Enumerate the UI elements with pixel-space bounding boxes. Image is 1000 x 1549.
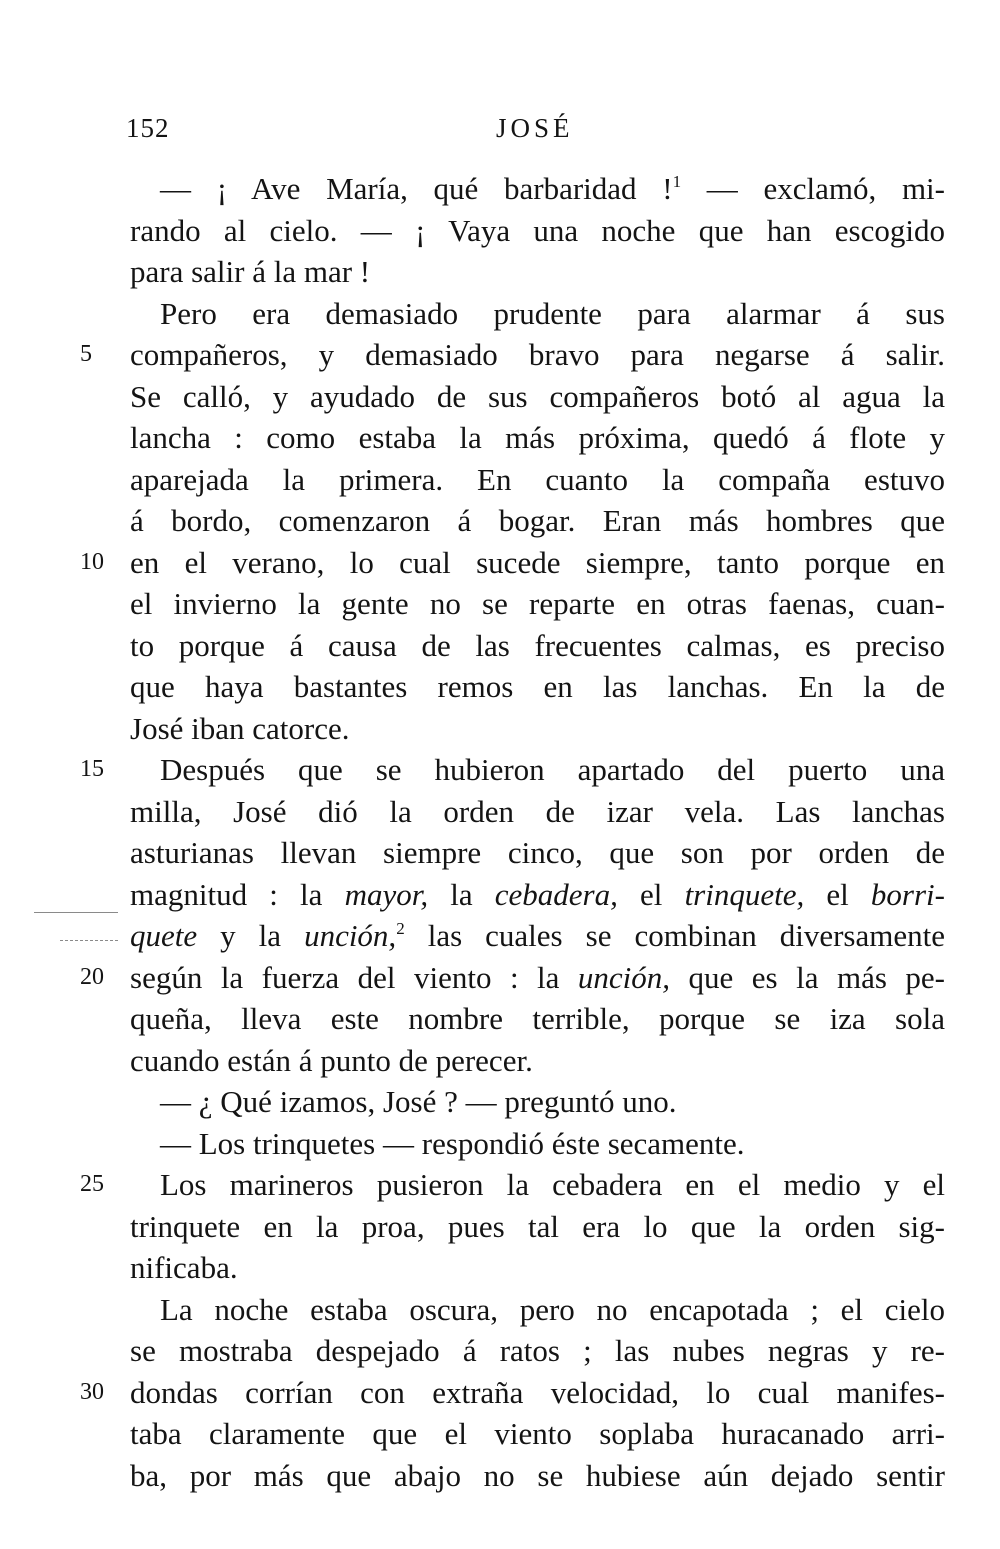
text-run: taba claramente que el viento soplaba huracanado arri- [130, 1416, 945, 1451]
line-text [130, 1372, 945, 1413]
line-text [160, 293, 945, 334]
text-run: dondas corrían con extraña velocidad, lo cual manifes- [130, 1374, 945, 1410]
line-text [160, 1164, 945, 1205]
text-line [0, 1081, 1000, 1122]
text-line [0, 1455, 1000, 1496]
text-run: Después que se hubieron apartado del puerto una [160, 752, 945, 787]
text-run: asturianas llevan siempre cinco, que son por orden de [130, 835, 945, 870]
italic-term: borri- [870, 876, 945, 912]
italic-term: unción, [577, 959, 671, 995]
line-text [130, 251, 945, 292]
line-number: 25 [80, 1171, 104, 1197]
text-run: rando al cielo. — ¡ Vaya una noche que han escogido [130, 212, 945, 248]
line-text [130, 666, 945, 707]
line-text [130, 542, 945, 583]
text-run: para salir á la mar ! [130, 254, 371, 289]
text-line [0, 459, 1000, 500]
text-line [0, 708, 1000, 749]
text-run: lancha : como estaba la más próxima, quedó á flote y [130, 420, 945, 455]
text-line [0, 625, 1000, 666]
line-text [130, 957, 945, 998]
text-run: La noche estaba oscura, pero no encapotada ; el cielo [160, 1291, 945, 1327]
text-run: queña, lleva este nombre terrible, porque se iza sola [130, 1001, 945, 1036]
text-line [0, 417, 1000, 458]
text-run: y la [197, 918, 305, 953]
text-run: nificaba. [130, 1250, 238, 1285]
text-line [0, 1206, 1000, 1247]
italic-term: trinquete, [684, 876, 805, 912]
line-text [130, 791, 945, 832]
text-run: se mostraba despejado á ratos ; las nubes negras y re- [130, 1333, 945, 1368]
text-line [0, 583, 1000, 624]
text-run: milla, José dió la orden de izar vela. Las lanchas [130, 793, 945, 829]
text-run: magnitud : la [130, 876, 345, 912]
text-line [0, 915, 1000, 956]
line-text [130, 210, 945, 251]
text-line [0, 1413, 1000, 1454]
text-run: el invierno la gente no se reparte en otras faenas, cuan- [130, 586, 945, 621]
text-line [0, 874, 1000, 915]
line-text [130, 1206, 945, 1247]
text-line [0, 210, 1000, 251]
text-line [0, 1040, 1000, 1081]
line-text [130, 1040, 945, 1081]
text-line [0, 957, 1000, 998]
text-run: Los marineros pusieron la cebadera en el medio y el [160, 1167, 945, 1202]
text-run: que haya bastantes remos en las lanchas. En la de [130, 669, 945, 704]
line-number: 20 [80, 963, 104, 990]
line-text [130, 915, 945, 956]
text-line [0, 1247, 1000, 1288]
line-number: 10 [80, 548, 104, 575]
footnote-marker: 1 [672, 172, 682, 191]
text-line [0, 1123, 1000, 1164]
text-line [0, 1330, 1000, 1371]
text-run: Pero era demasiado prudente para alarmar á sus [160, 295, 945, 331]
text-line [0, 293, 1000, 334]
line-text [130, 1455, 945, 1496]
text-run: — ¿ Qué izamos, José ? — preguntó uno. [160, 1084, 677, 1119]
footnote-marker: 2 [396, 919, 405, 938]
text-line [0, 334, 1000, 375]
italic-term: mayor, [344, 876, 429, 912]
line-text [130, 708, 945, 749]
text-line [0, 1372, 1000, 1413]
italic-term: quete [130, 918, 198, 953]
text-line [0, 666, 1000, 707]
line-number: 15 [80, 756, 104, 782]
line-text [160, 1123, 945, 1164]
text-run: José iban catorce. [130, 710, 350, 746]
line-text [130, 874, 945, 915]
text-line [0, 832, 1000, 873]
text-line [0, 542, 1000, 583]
line-text [160, 1289, 945, 1330]
line-text [130, 334, 945, 375]
page-number: 152 [126, 113, 170, 143]
text-run: en el verano, lo cual sucede siempre, tanto porque en [130, 544, 945, 580]
line-text [130, 1330, 945, 1371]
text-line [0, 376, 1000, 417]
line-text [130, 1247, 945, 1288]
text-run: — exclamó, mi- [681, 171, 945, 206]
line-text [130, 376, 945, 417]
text-run: ba, por más que abajo no se hubiese aún dejado sentir [130, 1457, 945, 1493]
running-head: JOSÉ [496, 113, 574, 143]
text-run: — Los trinquetes — respondió éste secamente. [160, 1125, 745, 1161]
text-line [0, 168, 1000, 209]
text-run: to porque á causa de las frecuentes calmas, es preciso [130, 627, 945, 663]
text-run: cuando están á punto de perecer. [130, 1042, 533, 1078]
line-text [160, 168, 945, 209]
text-line [0, 749, 1000, 790]
text-line [0, 1289, 1000, 1330]
text-line [0, 791, 1000, 832]
line-number: 5 [80, 341, 92, 367]
text-line [0, 251, 1000, 292]
text-run: que es la más pe- [670, 959, 945, 995]
text-run: la [428, 876, 495, 912]
line-text [160, 749, 945, 790]
text-run: trinquete en la proa, pues tal era lo que la orden sig- [130, 1208, 945, 1244]
line-text [130, 832, 945, 873]
text-run: las cuales se combinan diversamente [404, 918, 945, 953]
line-number: 30 [80, 1378, 104, 1405]
text-run: según la fuerza del viento : la [130, 959, 578, 995]
text-run: aparejada la primera. En cuanto la compaña estuvo [130, 461, 945, 497]
line-text [130, 459, 945, 500]
text-line [0, 500, 1000, 541]
text-run: compañeros, y demasiado bravo para negarse á salir. [130, 337, 945, 372]
text-line [0, 998, 1000, 1039]
line-text [130, 998, 945, 1039]
text-run: el [617, 876, 685, 912]
text-line [0, 1164, 1000, 1205]
line-text [130, 417, 945, 458]
italic-term: cebadera, [494, 876, 618, 912]
text-run: Se calló, y ayudado de sus compañeros botó al agua la [130, 378, 945, 414]
text-run: á bordo, comenzaron á bogar. Eran más hombres que [130, 503, 945, 538]
text-run: el [804, 876, 871, 912]
line-text [130, 500, 945, 541]
line-text [160, 1081, 945, 1122]
line-text [130, 625, 945, 666]
line-text [130, 1413, 945, 1454]
italic-term: unción, [304, 918, 397, 953]
text-run: — ¡ Ave María, qué barbaridad ! [160, 171, 673, 206]
line-text [130, 583, 945, 624]
